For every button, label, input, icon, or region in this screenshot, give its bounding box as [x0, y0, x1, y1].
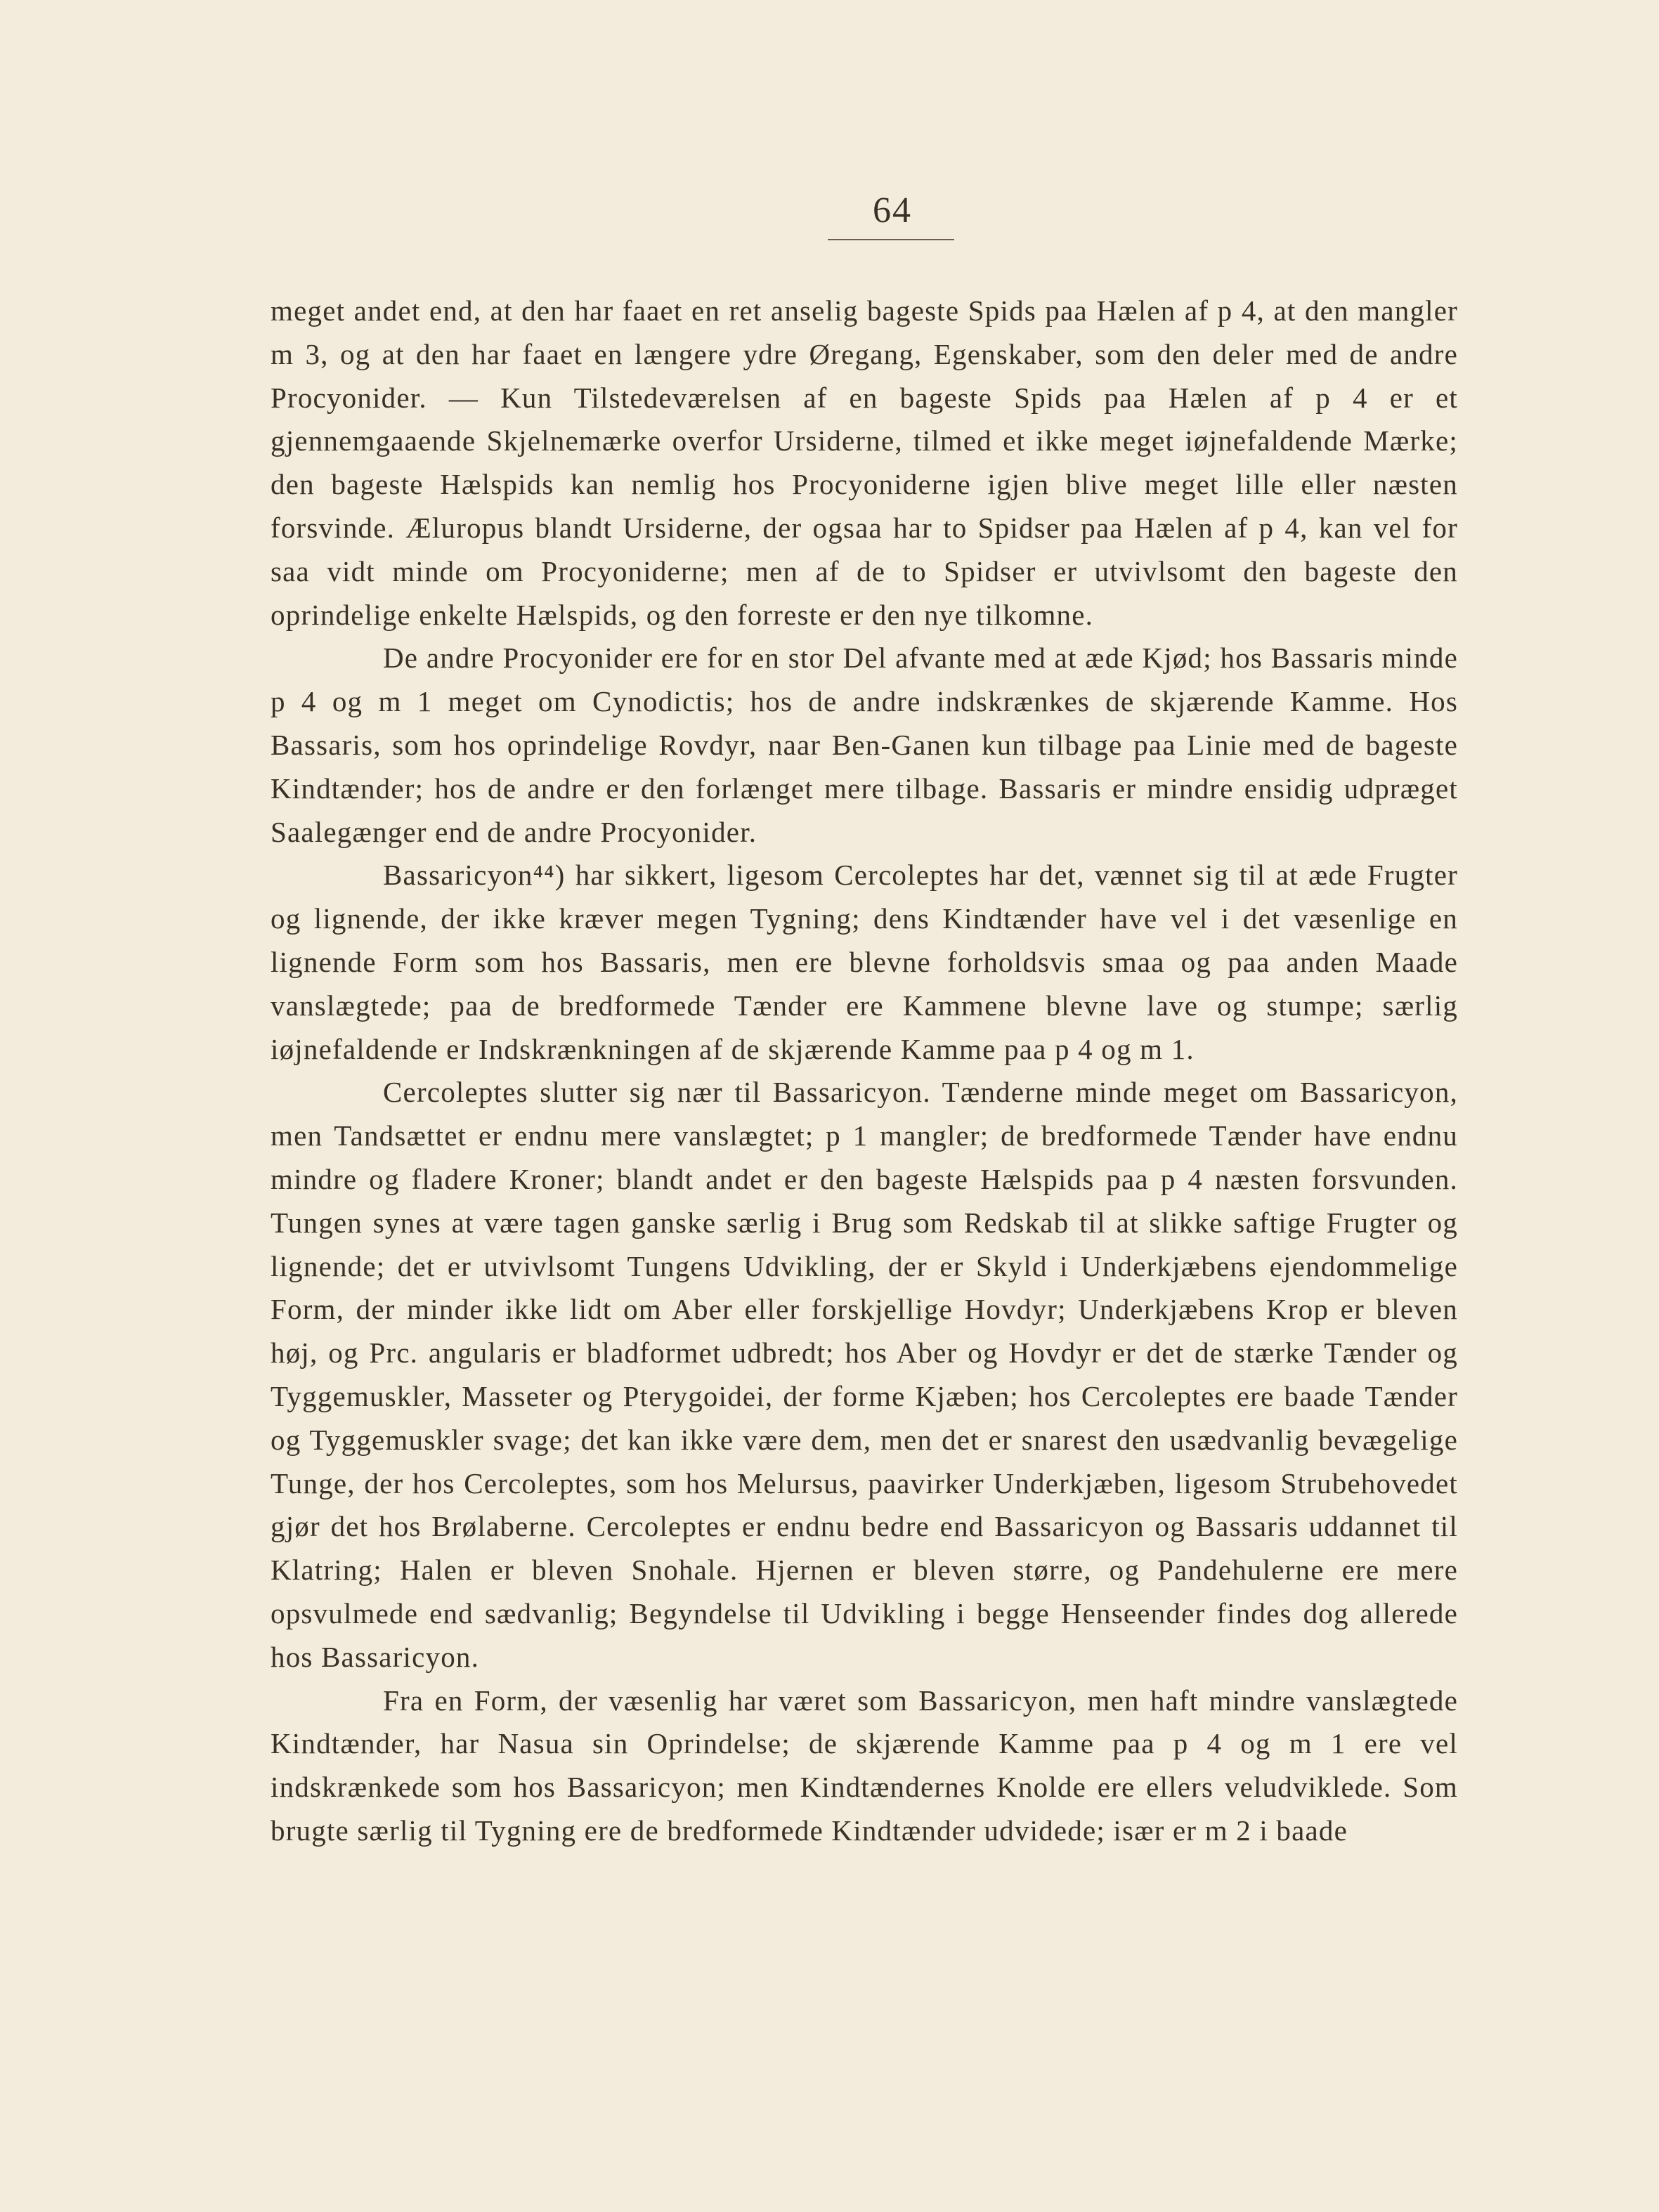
paragraph: Bassaricyon⁴⁴) har sikkert, ligesom Cercoleptes har det, vænnet sig til at æde Frugter og lignende, der ikke kræver megen Tygning; dens Kindtænder have vel i det væsenlige en lignende Form som hos Bassaris, men ere blevne forholdsvis smaa og paa anden Maade vanslægtede; paa de bredformede Tænder ere Kammene blevne lave og stumpe; særlig iøjnefaldende er Indskrænkningen af de skjærende Kamme paa p 4 og m 1. [271, 859, 1458, 1065]
paragraph: meget andet end, at den har faaet en ret anselig bageste Spids paa Hælen af p 4, at den mangler m 3, og at den har faaet en længere ydre Øregang, Egenskaber, som den deler med de andre Procyonider. — Kun Tilstedeværelsen af en bageste Spids paa Hælen af p 4 er et gjennemgaaende Skjelnemærke overfor Ursiderne, tilmed et ikke meget iøjnefaldende Mærke; den bageste Hælspids kan nemlig hos Procyoniderne igjen blive meget lille eller næsten forsvinde. Æluropus blandt Ursiderne, der ogsaa har to Spidser paa Hælen af p 4, kan vel for saa vidt minde om Procyoniderne; men af de to Spidser er utvivlsomt den bageste den oprindelige enkelte Hælspids, og den forreste er den nye tilkomne. [271, 294, 1458, 631]
body-text [271, 289, 1458, 1853]
page-number: 64 [873, 190, 912, 230]
paragraph: De andre Procyonider ere for en stor Del afvante med at æde Kjød; hos Bassaris minde p 4 og m 1 meget om Cynodictis; hos de andre indskrænkes de skjærende Kamme. Hos Bassaris, som hos oprindelige Rovdyr, naar Ben-Ganen kun tilbage paa Linie med de bageste Kindtænder; hos de andre er den forlænget mere tilbage. Bassaris er mindre ensidig udpræget Saalegænger end de andre Procyonider. [271, 642, 1458, 848]
paragraph: Cercoleptes slutter sig nær til Bassaricyon. Tænderne minde meget om Bassaricyon, men Tandsættet er endnu mere vanslægtet; p 1 mangler; de bredformede Tænder have endnu mindre og fladere Kroner; blandt andet er den bageste Hælspids paa p 4 næsten forsvunden. Tungen synes at være tagen ganske særlig i Brug som Redskab til at slikke saftige Frugter og lignende; det er utvivlsomt Tungens Udvikling, der er Skyld i Underkjæbens ejendommelige Form, der minder ikke lidt om Aber eller forskjellige Hovdyr; Underkjæbens Krop er bleven høj, og Prc. angularis er bladformet udbredt; hos Aber og Hovdyr er det de stærke Tænder og Tyggemuskler, Masseter og Pterygoidei, der forme Kjæben; hos Cercoleptes ere baade Tænder og Tyggemuskler svage; det kan ikke være dem, men det er snarest den usædvanlig bevægelige Tunge, der hos Cercoleptes, som hos Melursus, paavirker Underkjæben, ligesom Strubehovedet gjør det hos Brølaberne. Cercoleptes er endnu bedre end Bassaricyon og Bassaris uddannet til Klatring; Halen er bleven Snohale. Hjernen er bleven større, og Pandehulerne ere mere opsvulmede end sædvanlig; Begyndelse til Udvikling i begge Henseender findes dog allerede hos Bassaricyon. [271, 1076, 1458, 1673]
paragraph: Fra en Form, der væsenlig har været som Bassaricyon, men haft mindre vanslægtede Kindtænder, har Nasua sin Oprindelse; de skjærende Kamme paa p 4 og m 1 ere vel indskrænkede som hos Bassaricyon; men Kindtændernes Knolde ere ellers veludviklede. Som brugte særlig til Tygning ere de bredformede Kindtænder udvidede; især er m 2 i baade [271, 1684, 1458, 1847]
header-rule [828, 239, 954, 240]
